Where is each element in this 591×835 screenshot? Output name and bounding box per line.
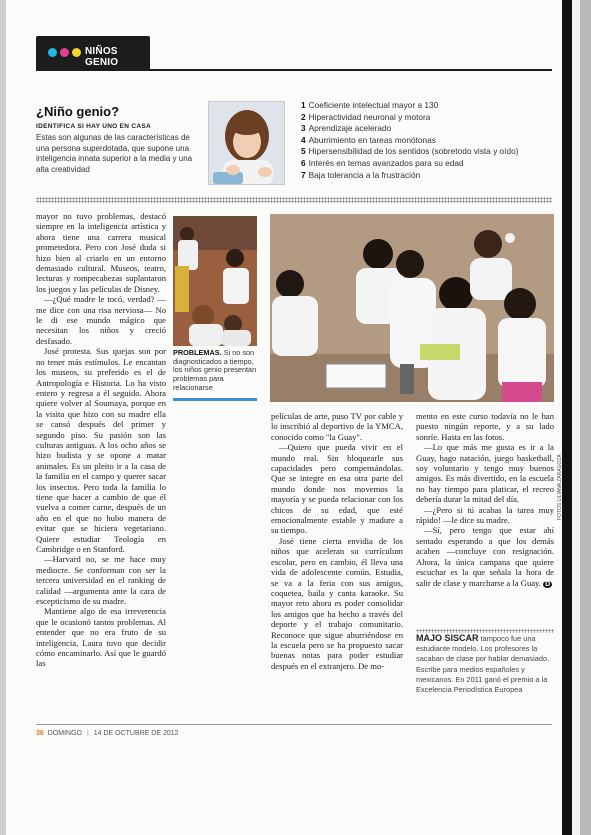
paragraph: —Quiero que pueda vivir en el mundo real. Sin bloquearle sus capacidades pero compensándolas. Que se integre en esa otra parte del mundo donde nos movemos la mayoría y se pueda relacionar con los chicos de su edad, que esté emocionalmente estable y madure a su tiempo. (271, 442, 403, 536)
paragraph: mayor no tuvo problemas, destacó siempre en la inteligencia artística y ahora tiene una carrera musical prometedora. Pero con José duda si hizo bien al criarlo en un entorno demasiado cultural. Museos, teatro, lecturas y rompecabezas suplantaron los juegos y las películas de Disney. (36, 211, 166, 294)
section-rule (36, 69, 552, 71)
kids-photo-small (173, 216, 257, 346)
article-column-2 (271, 411, 403, 671)
paragraph: —Sí, pero tengo que estar ahí sentado esperando a que los demás acaben —concluye con resignación. Ahora, la única campana que quiere escuchar es la que señala la hora de salir de clase y marcharse a la Guay. D (416, 525, 554, 588)
box-kicker: IDENTIFICA SI HAY UNO EN CASA (36, 123, 152, 130)
paragraph: —Lo que más me gusta es ir a la Guay, hago natación, juego basketball, soy voluntario y tengo muy buenos amigos. Es más divertido, en la escuela no hay tiempo para platicar, el recreo debería durar la mitad del día. (416, 442, 554, 505)
paragraph: José protesta. Sus quejas son por no tener más estímulos. Le encantan los museos, su preferido es el de Antropología e Historia. Lo ha visto entero y regresa a él seguido. Ahora quiere volver al Soumaya, porque en la visita que hizo con su madre ella se cansó después del primer y segundo piso. Su pasión son las culturas antiguas. A los ocho años se hizo budista y se opone a matar animales. Es un pleito ir a la casa de la familia en el campo y querer sacar los insectos. Pero toda la familia lo tiene que hacer a cambio de que él vuelva a comer carne, después de un año en el que no hubo manera de evitar que se hiciera vegetariano. Quiere estudiar Teología en Cambridge o en Stanford. (36, 346, 166, 554)
dot-cyan (48, 48, 57, 57)
trait-item: 6 Interés en temas avanzados para su edad (301, 157, 464, 168)
box-title: ¿Niño genio? (36, 104, 120, 119)
paragraph: —Harvard no, se me hace muy mediocre. Se conforman con ser la tercera universidad en el ranking de calidad —argumenta ante la cara de escepticismo de su madre. (36, 554, 166, 607)
kids-illustration-small (173, 216, 257, 346)
scan-background (580, 0, 591, 835)
page-edge-shadow (562, 0, 572, 835)
section-dots (48, 48, 81, 57)
trait-item: 4 Aburrimiento en tareas monótonas (301, 134, 436, 145)
paragraph: Mantiene algo de esa irreverencia que le ocasionó tantos problemas. Al entender que no era fruto de su inteligencia, Laura tuvo que decidir cómo encaminarlo. Así que le guardó las (36, 606, 166, 669)
box-description: Estas son algunas de las características de una persona superdotada, que supone una inteligencia innata superior a la media y una alta creatividad (36, 133, 193, 174)
girl-photo (208, 101, 285, 185)
paragraph: —¿Qué madre le tocó, verdad? —me dice con una risa nerviosa— No le di ese mundo mágico que necesitan los niños y creció desfasado. (36, 294, 166, 346)
trait-item: 3 Aprendizaje acelerado (301, 123, 392, 134)
footer-rule (36, 724, 552, 725)
bio-text: tampoco fue una estudiante modelo. Los profesores la sacaban de clase por hablar demasiado. Escribe para medios españoles y mexicanos. En 2011 ganó el premio a la Excelencia Periodística Europea (416, 634, 550, 695)
end-mark: D (545, 580, 551, 588)
caption-label: PROBLEMAS. (173, 348, 222, 357)
section-name: NIÑOS GENIO (85, 46, 119, 68)
dot-magenta (60, 48, 69, 57)
article-column-1 (36, 211, 166, 669)
paragraph: —¿Pero si tú acabas la tarea muy rápido! —le dice su madre. (416, 504, 554, 526)
paragraph: José tiene cierta envidia de los niños que aceleran su currículum escolar, pero en cambio, él lleva una vida de adolescente común. Estudia, se va a la feria con sus amigos, coquetea, baila y canta karaoke. Su mayor reto ahora es poder consolidar los amigos que ha hecho a través del deporte y el trabajo comunitario. Reconoce que sigue aburriéndose en la escuela pero se ha propuesto sacar buenas notas para poder estudiar después en el extranjero. De mo- (271, 535, 403, 671)
caption-text: Si no son diagnosticados a tiempo, los niños genio presentan problemas para relacionarse (173, 348, 257, 392)
article-column-3 (416, 411, 554, 590)
page-edge-light (572, 0, 580, 835)
publication-name: DOMINGO (47, 730, 82, 737)
paragraph: películas de arte, puso TV por cable y lo inscribió al deportivo de la YMCA, conocido como "la Guay". (271, 411, 403, 442)
page-number: 36 (36, 730, 44, 737)
author-bio (416, 633, 552, 695)
trait-item: 1 Coeficiente intelectual mayor a 130 (301, 100, 439, 110)
section-tab (36, 36, 150, 69)
author-name: MAJO SISCAR (416, 633, 479, 643)
trait-item: 7 Baja tolerancia a la frustración (301, 169, 421, 180)
traits-list (301, 100, 556, 181)
photo-credit: FOTOS LILIANA ZARAGOZA (557, 454, 563, 520)
girl-illustration (209, 102, 285, 185)
publication-date: 14 DE OCTUBRE DE 2012 (93, 730, 179, 737)
caption-rule (173, 398, 257, 401)
dotted-divider (36, 197, 552, 203)
trait-item: 2 Hiperactividad neuronal y motora (301, 111, 431, 122)
paragraph: mento en este curso todavía no le han puesto ningún reporte, y a su lado sonríe. Hasta en las fotos. (416, 411, 554, 442)
kids-photo-large (270, 214, 554, 402)
photo-caption (173, 349, 259, 393)
kids-illustration-large (270, 214, 554, 402)
dot-yellow (72, 48, 81, 57)
trait-item: 5 Hipersensibilidad de los sentidos (sobretodo vista y oído) (301, 146, 519, 157)
page-footer (36, 730, 179, 737)
footer-separator: | (86, 730, 89, 737)
